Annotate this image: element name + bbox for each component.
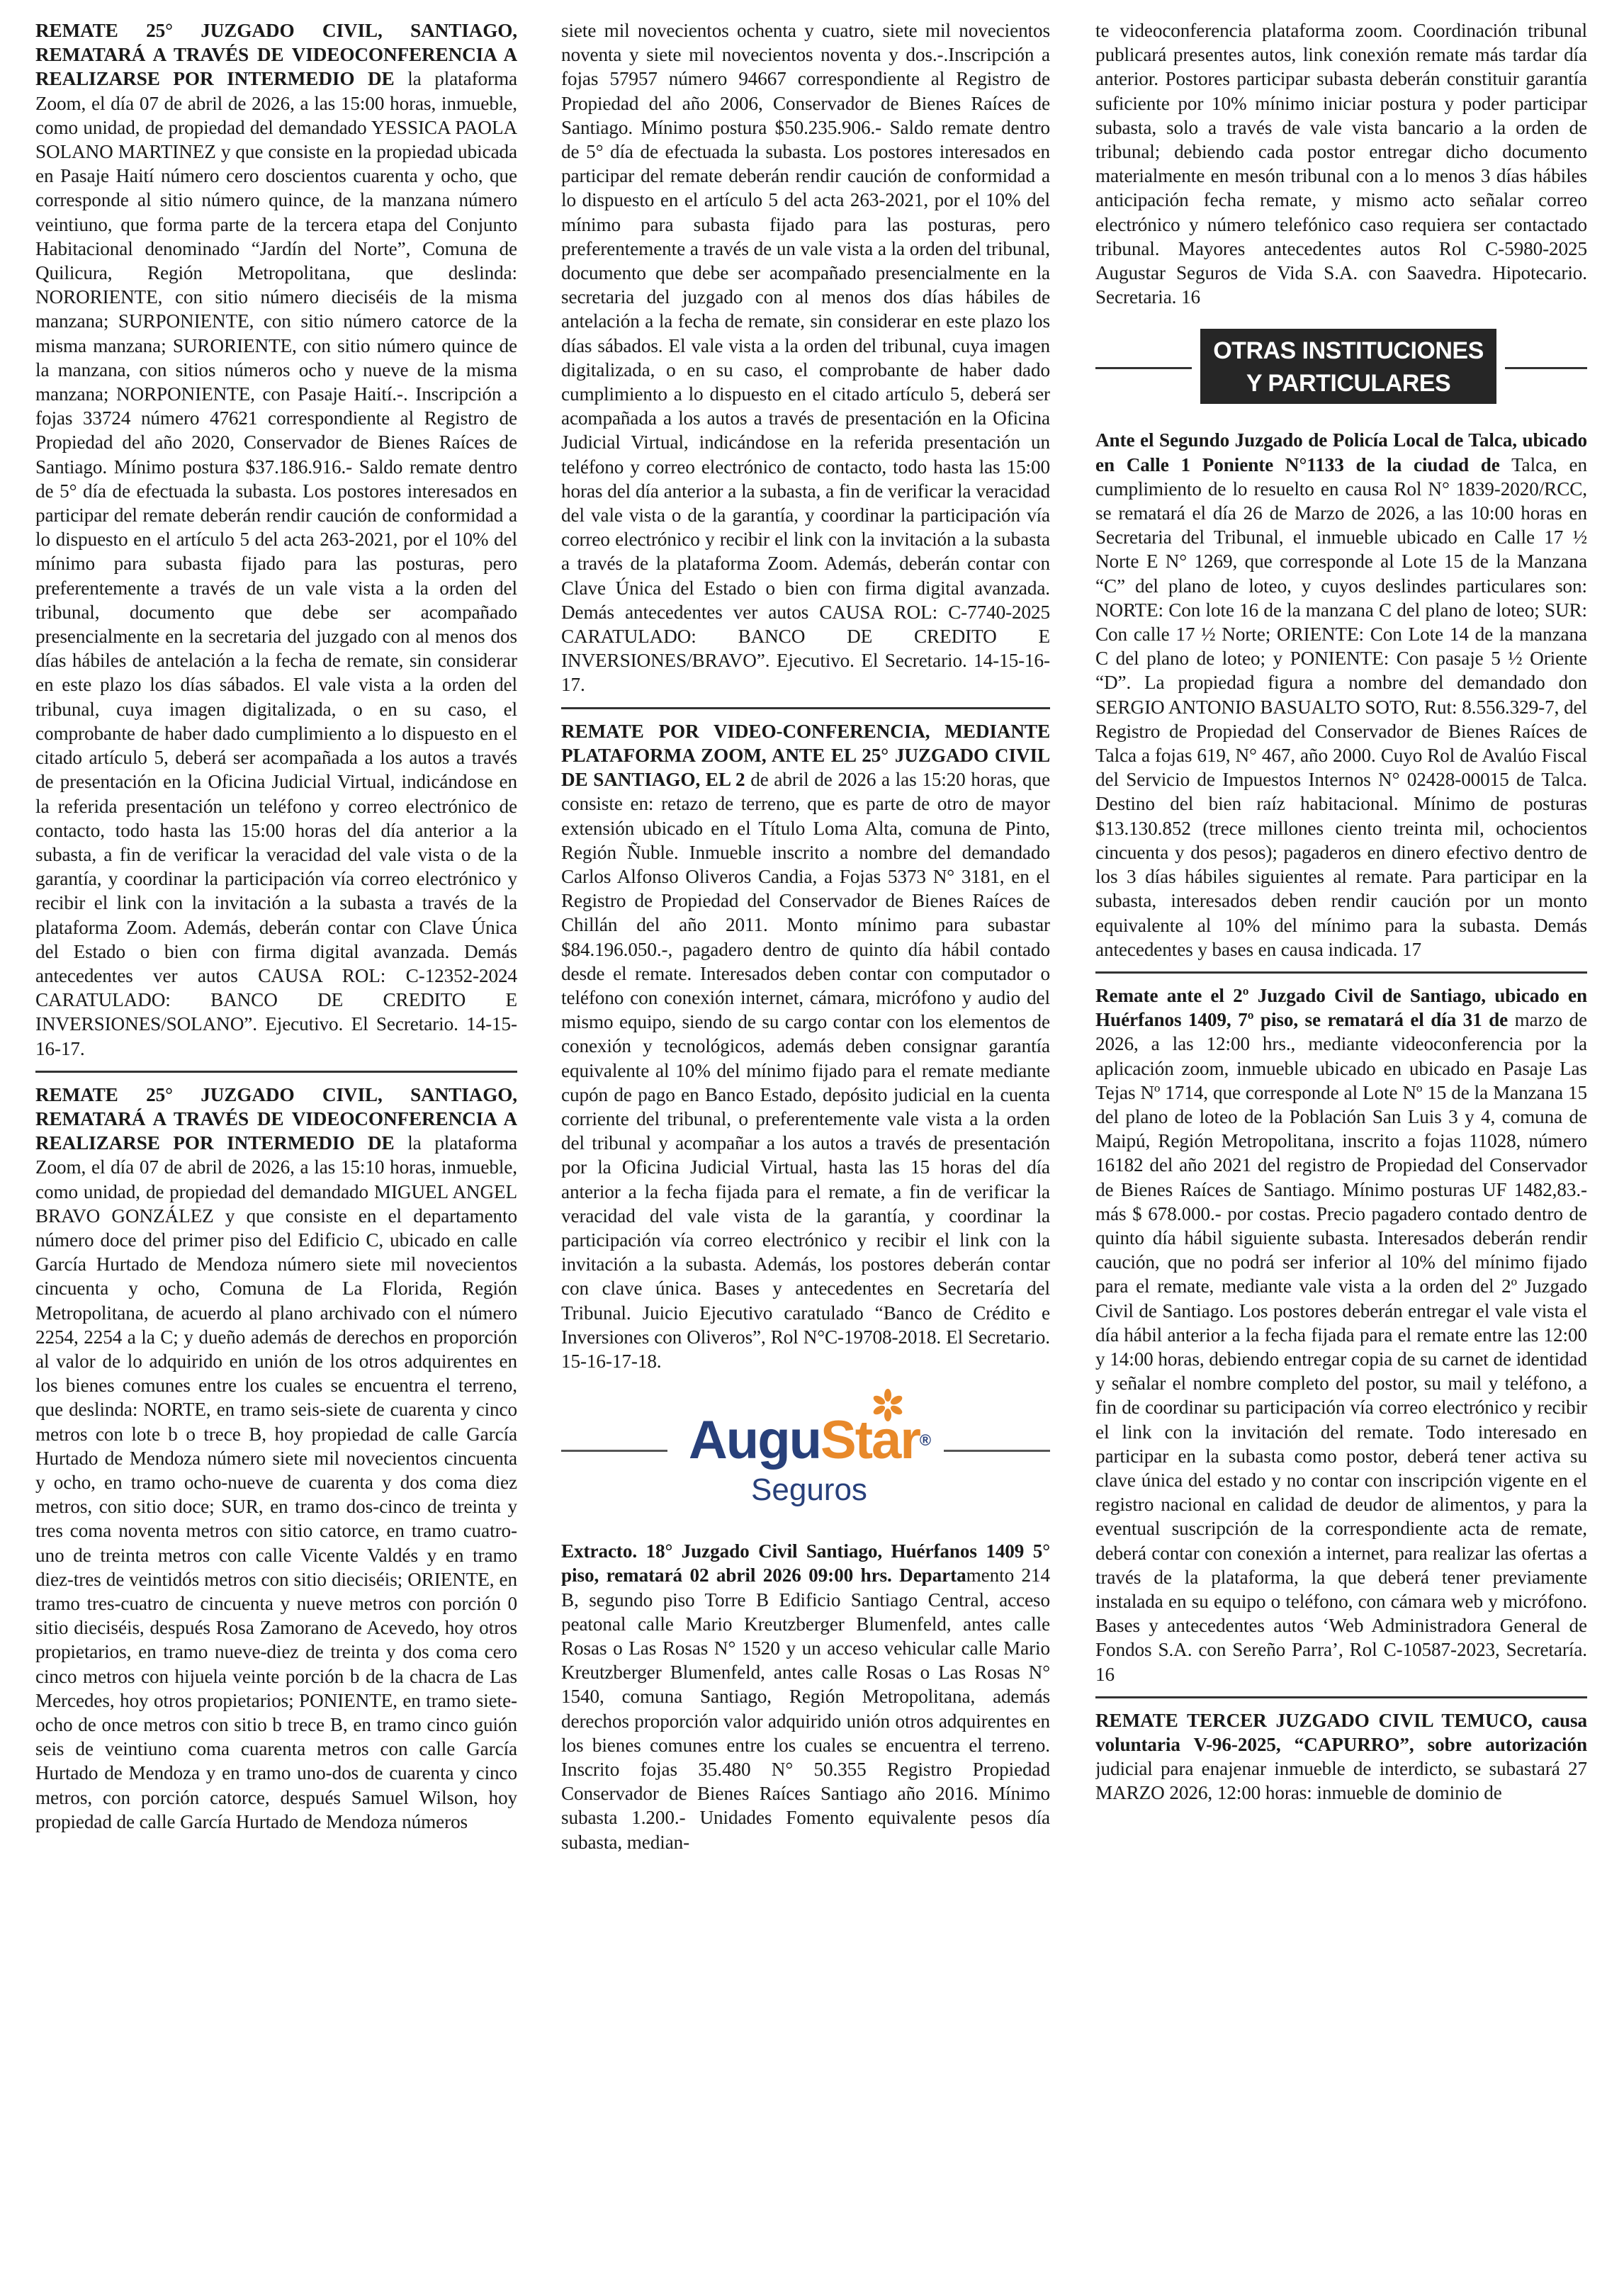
divider [1095,971,1587,974]
notice-body: mento 214 B, segundo piso Torre B Edificio Santiago Central, acceso peatonal calle Mario Kreutzberger Blumenfeld, antes calle Rosas o Las Rosas N° 1520 y un acceso vehicular calle Mario Kreutzberger Blumenfeld, antes calle Rosas o Las Rosas N° 1540, comuna Santiago, Región Metropolitana, además derechos proporción valor adquirido unión otros adquirentes en los bienes comunes entre los cuales se encuentra el terreno. Inscrito fojas 35.480 N° 50.355 Registro Propiedad Conservador de Bienes Raíces Santiago año 2016. Mínimo subasta 1.200.- Unidades Fomento equivalente pesos día subasta, median- [561,1565,1050,1853]
ad-rule-left [561,1450,667,1452]
notice-remate-saavedra-continued [1095,18,1587,309]
divider [35,1071,517,1073]
section-heading [1095,317,1587,417]
section-heading-line-2: Y PARTICULARES [1246,370,1451,398]
ad-tagline: Seguros [751,1472,867,1508]
notice-extracto-18-juzgado [561,1539,1050,1854]
notice-lead: REMATE 25° JUZGADO CIVIL, SANTIAGO, REMATARÁ A TRAVÉS DE VIDEOCONFERENCIA A REALIZARSE POR INTERMEDIO DE [35,1083,517,1154]
notice-remate-solano [35,18,517,1061]
notice-remate-bravo [35,1083,517,1834]
notice-body: marzo de 2026, a las 12:00 hrs., mediante videoconferencia por la aplicación zoom, inmueble ubicado en ubicado en Pasaje Las Tejas Nº 1714, que corresponde al Lote Nº 15 de la Manzana 15 del plano de loteo de la Población San Luis 3 y 4, comuna de Maipú, Región Metropolitana, inscrito a fojas 11028, número 16182 del año 2021 del registro de Propiedad del Conservador de Bienes Raíces de Santiago. Mínimo posturas UF 1482,83.- más $ 678.000.- por costas. Precio pagadero contado dentro de quinto día hábil siguiente subasta. Interesados deberán rendir caución, que no podrá ser inferior al 10% del mínimo fijado para el remate, mediante vale vista a la orden del 2º Juzgado Civil de Santiago. Los postores deberán entregar el vale vista el día hábil anterior a la fecha fijada para el remate entre las 12:00 y 14:00 horas, debiendo entregar copia de su carnet de identidad y señalar el nombre completo del postor, su mail y teléfono, a fin de coordinar su participación vía correo electrónico y recibir el link con la invitación del remate. Todo interesado en participar en la subasta como postor, deberá tener activa su clave única del estado y no contar con inscripción vigente en el registro nacional en calidad de deudor de alimentos, y para la eventual suscripción de la correspondiente acta de remate, deberá contar con conexión a internet, para realizar las ofertas a través de la plataforma, la que deberá tener previamente instalada en su equipo o teléfono, con cámara web y micrófono. Bases y antecedentes autos ‘Web Administradora General de Fondos S.A. con Sereño Parra’, Rol C-10587-2023, Secretaría. 16 [1095,1009,1587,1685]
divider [561,707,1050,709]
augustar-seguros-ad [561,1383,1050,1532]
section-heading-box [1200,329,1496,404]
column-1 [35,18,517,1834]
notice-remate-bravo-continued [561,18,1050,697]
notice-body: la plataforma Zoom, el día 07 de abril de 2026, a las 15:10 horas, inmueble, como unidad, de propiedad del demandado MIGUEL ANGEL BRAVO GONZÁLEZ y que consiste en el departamento número doce del primer piso del Edificio C, ubicado en calle García Hurtado de Mendoza número siete mil novecientos cincuenta y ocho, Comuna de La Florida, Región Metropolitana, de acuerdo al plano archivado con el número 2254, 2254 a la C; y dueño además de derechos en proporción al valor de lo adquirido en unión de los otros adquirentes en los bienes comunes entre los cuales se encuentra el terreno, que deslinda: NORTE, en tramo seis-siete de cuarenta y cinco metros con lote b o trece B, hoy propiedad de calle García Hurtado de Mendoza número siete mil novecientos cincuenta y ocho, en tramo ocho-nueve de cuarenta y dos coma diez metros, con sitio doce; SUR, en tramo dos-cinco de treinta y tres coma noventa metros con sitio catorce, en tramo cuatro-uno de treinta metros con calle Vicente Valdés y en tramo diez-tres de veintidós metros con sitio dieciséis; ORIENTE, en tramo tres-cuatro de cincuenta y nueve metros con porción 0 sitio dieciséis, después Rosa Zamorano de Acevedo, hoy otros propietarios, en tramo nueve-diez de treinta y dos coma cero cinco metros con hijuela veinte porción b de la chacra de Las Mercedes, hoy otros propietarios; PONIENTE, en tramo siete-ocho de once metros con sitio b trece B, en tramo cinco guión seis de veintiuno coma cuarenta metros con calle García Hurtado de Mendoza y en tramo uno-dos de cuarenta y cinco metros, con porción catorce, después Samuel Wilson, hoy propiedad de calle García Hurtado de Mendoza números [35,1132,517,1832]
notice-talca-policia-local [1095,428,1587,961]
section-heading-line-1: OTRAS INSTITUCIONES [1213,337,1484,365]
notice-body: siete mil novecientos ochenta y cuatro, siete mil novecientos noventa y siete mil novecientos noventa y dos.-.Inscripción a fojas 57957 número 94667 correspondiente al Registro de Propiedad del año 2006, Conservador de Bienes Raíces de Santiago. Mínimo postura $50.235.906.- Saldo remate dentro de 5° día de efectuada la subasta. Los postores interesados en participar del remate deberán rendir caución de conformidad a lo dispuesto en el artículo 5 del acta 263-2021, por el 10% del mínimo para subasta fijado para las posturas, pero preferentemente a través de un vale vista a la orden del tribunal, documento que debe ser acompañado presencialmente en la secretaria del juzgado con al menos dos días hábiles de antelación a la fecha de remate, sin considerar en este plazo los días sábados. El vale vista a la orden del tribunal, cuya imagen digitalizada, o en su caso, el comprobante de haber dado cumplimiento a lo dispuesto en el citado artículo 5, deberá ser acompañada a los autos a través de presentación en la Oficina Judicial Virtual, indicándose en la referida presentación un teléfono y correo electrónico de contacto, todo hasta las 15:00 horas del día anterior a la subasta, a fin de verificar la veracidad del vale vista o de la garantía, y coordinar la participación vía correo electrónico y recibir el link con la invitación a la subasta a través de la plataforma Zoom. Además, deberán contar con Clave Única del Estado o bien con firma digital avanzada. Demás antecedentes ver autos CAUSA ROL: C-7740-2025 CARATULADO: BANCO DE CREDITO E INVERSIONES/BRAVO”. Ejecutivo. El Secretario. 14-15-16-17. [561,20,1050,696]
heading-rule-left [1095,367,1192,369]
notice-remate-temuco [1095,1708,1587,1805]
notice-lead: Remate ante el 2º Juzgado Civil de Santiago, ubicado en Huérfanos 1409, 7º piso, se rematará el día 31 de [1095,984,1587,1031]
notice-lead: Ante el Segundo Juzgado de Policía Local de Talca, ubicado en Calle 1 Poniente N°1133 de la ciudad de [1095,429,1587,475]
registered-mark: ® [919,1431,930,1450]
ad-brand-part-2: Star [821,1410,920,1471]
column-3 [1095,18,1587,1805]
ad-rule-right [944,1450,1050,1452]
ad-brand-name [675,1410,944,1471]
notice-body: de abril de 2026 a las 15:20 horas, que consiste en: retazo de terreno, que es parte de otro de mayor extensión ubicado en el Título Loma Alta, comuna de Pinto, Región Ñuble. Inmueble inscrito a nombre del demandado Carlos Alfonso Oliveros Candia, a Fojas 5373 N° 3181, en el Registro de Propiedad del Conservador de Bienes Raíces de Chillán del año 2011. Monto mínimo para subastar $84.196.050.-, pagadero dentro de quinto día hábil contado desde el remate. Interesados deben contar con computador o teléfono con conexión internet, cámara, micrófono y audio del mismo equipo, siendo de su cargo contar con los elementos de conexión y tecnológicos, además deben consignar garantía equivalente al 10% del mínimo fijado para el remate mediante cupón de pago en Banco Estado, depósito judicial en la cuenta corriente del tribunal, o preferentemente vale vista a la orden del tribunal y acompañar a los autos a través de presentación por la Oficina Judicial Virtual, hasta las 15 horas del día anterior a la fecha fijada para el remate, a fin de verificar la veracidad del vale vista de la garantía, y coordinar la participación vía correo electrónico y recibir el link con la invitación a la subasta. Además, los postores deberán contar con clave única. Bases y antecedentes en Secretaría del Tribunal. Juicio Ejecutivo caratulado “Banco de Crédito e Inversiones con Oliveros”, Rol N°C-19708-2018. El Secretario. 15-16-17-18. [561,769,1050,1372]
notice-lead: REMATE 25° JUZGADO CIVIL, SANTIAGO, REMATARÁ A TRAVÉS DE VIDEOCONFERENCIA A REALIZARSE POR INTERMEDIO DE [35,20,517,90]
heading-rule-right [1505,367,1587,369]
notice-body: te videoconferencia plataforma zoom. Coordinación tribunal publicará presentes autos, link conexión remate más tardar día anterior. Postores participar subasta deberán constituir garantía suficiente por 10% mínimo iniciar postura y poder participar subasta, solo a través de vale vista bancario a la orden de tribunal; debiendo cada postor entregar dicho documento materialmente en mesón tribunal con a lo menos 3 días hábiles anticipación fecha remate, y mismo acto señalar correo electrónico y número telefónico caso requiera ser contactado tribunal. Mayores antecedentes autos Rol C-5980-2025 Augustar Seguros de Vida S.A. con Saavedra. Hipotecario. Secretaria. 16 [1095,20,1587,308]
notice-lead: REMATE TERCER JUZGADO CIVIL TEMUCO, causa voluntaria V-96-2025, “CAPURRO”, sobre autorización [1095,1709,1587,1755]
column-2 [561,18,1050,1854]
notice-body: la plataforma Zoom, el día 07 de abril de 2026, a las 15:00 horas, inmueble, como unidad, de propiedad del demandado YESSICA PAOLA SOLANO MARTINEZ y que consiste en la propiedad ubicada en Pasaje Haití número cero doscientos cuarenta y ocho, que corresponde al sitio número quince, de la manzana número veintiuno, que forma parte de la tercera etapa del Conjunto Habitacional denominado “Jardín del Norte”, Comuna de Quilicura, Región Metropolitana, que deslinda: NORORIENTE, con sitio número dieciséis de la misma manzana; SURPONIENTE, con sitio número catorce de la misma manzana; SURORIENTE, con sitio número quince de la manzana, con sitios números ocho y nueve de la misma manzana; NORPONIENTE, con Pasaje Haití.-. Inscripción a fojas 33724 número 47621 correspondiente al Registro de Propiedad del año 2020, Conservador de Bienes Raíces de Santiago. Mínimo postura $37.186.916.- Saldo remate dentro de 5° día de efectuada la subasta. Los postores interesados en participar del remate deberán rendir caución de conformidad a lo dispuesto en el artículo 5 del acta 263-2021, por el 10% del mínimo para subasta fijado para las posturas, pero preferentemente a través de un vale vista a la orden del tribunal, documento que debe ser acompañado presencialmente en la secretaria del juzgado con al menos dos días hábiles de antelación a la fecha de remate, sin considerar en este plazo los días sábados. El vale vista a la orden del tribunal, cuya imagen digitalizada, o en su caso, el comprobante de haber dado cumplimiento a lo dispuesto en el citado artículo 5, deberá ser acompañada a los autos a través de presentación en la Oficina Judicial Virtual, indicándose en la referida presentación un teléfono y correo electrónico de contacto, todo hasta las 15:00 horas del día anterior a la subasta, a fin de verificar la veracidad del vale vista o de la garantía, y coordinar la participación vía correo electrónico y recibir el link con la invitación a la subasta a través de la plataforma Zoom. Además, deberán contar con Clave Única del Estado o bien con firma digital avanzada. Demás antecedentes ver autos CAUSA ROL: C-12352-2024 CARATULADO: BANCO DE CREDITO E INVERSIONES/SOLANO”. Ejecutivo. El Secretario. 14-15-16-17. [35,68,517,1059]
notice-body: judicial para enajenar inmueble de interdicto, se subastará 27 MARZO 2026, 12:00 horas: inmueble de dominio de [1095,1758,1587,1804]
augustar-logo [675,1389,944,1523]
ad-brand-part-1: Augu [688,1410,821,1471]
notice-remate-oliveros [561,719,1050,1373]
divider [1095,1696,1587,1698]
notice-remate-2-juzgado [1095,983,1587,1686]
notice-lead: Extracto. 18° Juzgado Civil Santiago, Huérfanos 1409 5° piso, rematará 02 abril 2026 09:00 hrs. Departa [561,1540,1050,1586]
notice-body: Talca, en cumplimiento de lo resuelto en causa Rol N° 1839-2020/RCC, se rematará el día 26 de Marzo de 2026, a las 10:00 horas en Secretaria del Tribunal, el inmueble ubicado en Calle 17 ½ Norte E N° 1269, que corresponde al Lote 15 de la Manzana “C” del plano de loteo, y cuyos deslindes particulares son: NORTE: Con lote 16 de la manzana C del plano de loteo; SUR: Con calle 17 ½ Norte; ORIENTE: Con Lote 14 de la manzana C del plano de loteo; y PONIENTE: Con pasaje 5 ½ Oriente “D”. La propiedad figura a nombre del demandado don SERGIO ANTONIO BASUALTO SOTO, Rut: 8.556.329-7, del Registro de Propiedad del Conservador de Bienes Raíces de Talca a fojas 619, N° 467, año 2000. Cuyo Rol de Avalúo Fiscal del Servicio de Impuestos Internos N° 02428-00015 de Talca. Destino del bien raíz habitacional. Mínimo de posturas $13.130.852 (trece millones ciento treinta mil, ochocientos cincuenta y dos pesos); pagaderos en dinero efectivo dentro de los 3 días hábiles siguientes al remate. Para participar en la subasta, interesados deben rendir caución por un monto equivalente al 10% del mínimo para la subasta. Demás antecedentes y bases en causa indicada. 17 [1095,453,1587,960]
notice-lead: REMATE POR VIDEO-CONFERENCIA, MEDIANTE PLATAFORMA ZOOM, ANTE EL 25° JUZGADO CIVIL DE SANTIAGO, EL 2 [561,720,1050,791]
